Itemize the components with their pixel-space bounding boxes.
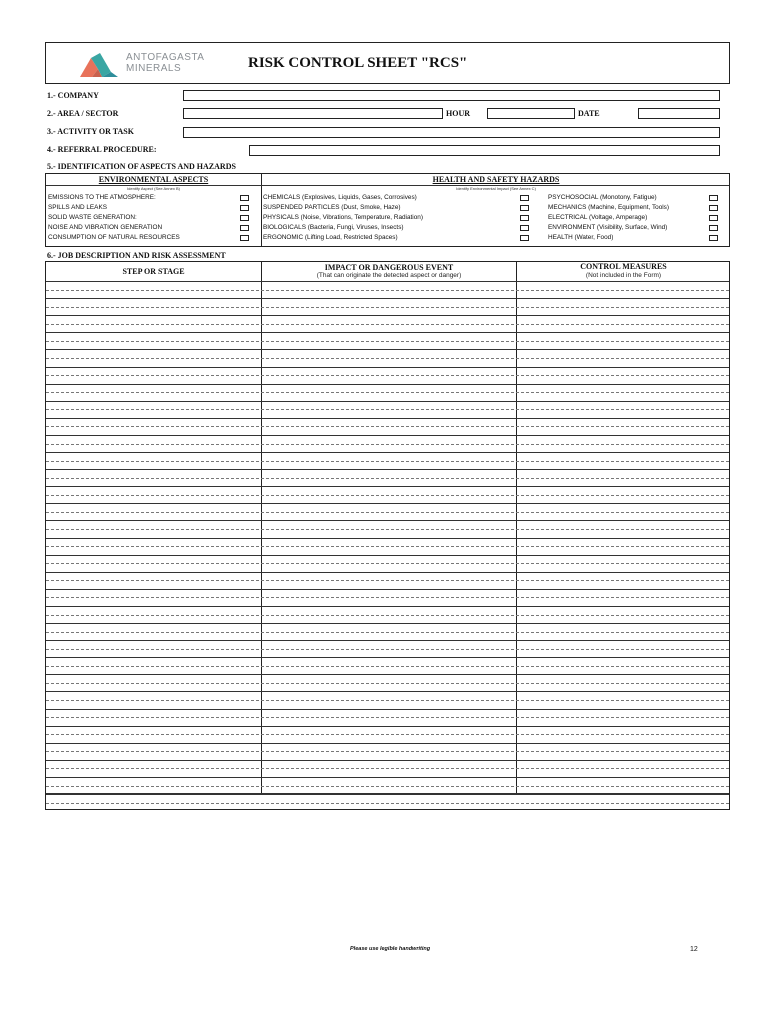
table-row-line <box>46 315 729 316</box>
table-row-line <box>46 580 729 581</box>
table-row-line <box>46 426 729 427</box>
table-row-line <box>46 384 729 385</box>
table-row-line <box>46 435 729 436</box>
table-row-line <box>46 367 729 368</box>
table-row-line <box>46 290 729 291</box>
referral-label: 4.- REFERRAL PROCEDURE: <box>47 145 157 154</box>
table-row-line <box>46 546 729 547</box>
referral-field[interactable] <box>249 145 720 156</box>
hour-label: HOUR <box>446 109 470 118</box>
hs-hazards-subheader: Identify Environmental Impact (See Annex C) <box>456 186 536 191</box>
table-row-line <box>46 418 729 419</box>
hs-physicals-checkbox[interactable] <box>520 215 529 221</box>
aspects-hazards-box <box>45 173 730 247</box>
hs-mechanics-checkbox[interactable] <box>709 205 718 211</box>
table-row-line <box>46 486 729 487</box>
table-row-line <box>46 520 729 521</box>
table-row-line <box>46 597 729 598</box>
table-row-line <box>46 452 729 453</box>
table-row-line <box>46 401 729 402</box>
col-impact-header: IMPACT OR DANGEROUS EVENT <box>324 263 454 272</box>
hs-environment-checkbox[interactable] <box>709 225 718 231</box>
table-row-line <box>46 281 729 282</box>
table-bottom-line <box>46 793 729 794</box>
table-row-line <box>46 691 729 692</box>
table-row-line <box>46 298 729 299</box>
area-label: 2.- AREA / SECTOR <box>47 109 119 118</box>
table-row-line <box>46 683 729 684</box>
env-aspects-header: ENVIRONMENTAL ASPECTS <box>98 175 209 184</box>
hs-electrical-checkbox[interactable] <box>709 215 718 221</box>
table-row-line <box>46 640 729 641</box>
env-noise-checkbox[interactable] <box>240 225 249 231</box>
table-row-line <box>46 743 729 744</box>
table-row-line <box>46 409 729 410</box>
company-label: 1.- COMPANY <box>47 91 99 100</box>
col-impact-subheader: (That can originate the detected aspect or danger) <box>316 272 462 279</box>
hs-item-environment: ENVIRONMENT (Visibility, Surface, Wind) <box>548 224 668 231</box>
hs-item-biologicals: BIOLOGICALS (Bacteria, Fungi, Viruses, Insects) <box>263 224 404 231</box>
table-row-line <box>46 461 729 462</box>
table-row-line <box>46 709 729 710</box>
table-row-line <box>46 760 729 761</box>
table-row-line <box>46 589 729 590</box>
table-row-line <box>46 777 729 778</box>
table-row-line <box>46 700 729 701</box>
table-row-line <box>46 538 729 539</box>
hs-item-psychosocial: PSYCHOSOCIAL (Monotony, Fatigue) <box>548 194 657 201</box>
table-row-line <box>46 307 729 308</box>
hs-item-physicals: PHYSICALS (Noise, Vibrations, Temperature, Radiation) <box>263 214 423 221</box>
table-row-line <box>46 717 729 718</box>
env-solid-waste-checkbox[interactable] <box>240 215 249 221</box>
table-row-line <box>46 803 729 804</box>
table-row-line <box>46 734 729 735</box>
table-row-line <box>46 768 729 769</box>
date-field[interactable] <box>638 108 720 119</box>
table-row-line <box>46 674 729 675</box>
area-field[interactable] <box>183 108 443 119</box>
company-field[interactable] <box>183 90 720 101</box>
table-row-line <box>46 332 729 333</box>
hs-item-electrical: ELECTRICAL (Voltage, Amperage) <box>548 214 648 221</box>
table-row-line <box>46 615 729 616</box>
hs-item-health: HEALTH (Water, Food) <box>548 234 614 241</box>
logo-line-1: ANTOFAGASTA <box>126 52 205 63</box>
table-row-line <box>46 632 729 633</box>
logo-text <box>126 52 204 74</box>
table-row-line <box>46 794 729 795</box>
table-row-line <box>46 529 729 530</box>
table-row-line <box>46 623 729 624</box>
table-row-line <box>46 375 729 376</box>
env-item-noise: NOISE AND VIBRATION GENERATION <box>48 224 163 231</box>
env-item-resources: CONSUMPTION OF NATURAL RESOURCES <box>48 234 180 241</box>
env-item-spills: SPILLS AND LEAKS <box>48 204 107 211</box>
table-row-line <box>46 341 729 342</box>
hs-hazards-header: HEALTH AND SAFETY HAZARDS <box>432 175 560 184</box>
table-row-line <box>46 649 729 650</box>
col-control-header: CONTROL MEASURES <box>580 262 667 271</box>
table-row-line <box>46 606 729 607</box>
page-title: RISK CONTROL SHEET "RCS" <box>248 55 468 71</box>
logo-line-2: MINERALS <box>126 63 182 74</box>
table-row-line <box>46 324 729 325</box>
table-row-line <box>46 478 729 479</box>
hs-biologicals-checkbox[interactable] <box>520 225 529 231</box>
table-row-line <box>46 657 729 658</box>
hs-item-particles: SUSPENDED PARTICLES (Dust, Smoke, Haze) <box>263 204 401 211</box>
table-row-line <box>46 503 729 504</box>
hs-item-chemicals: CHEMICALS (Explosives, Liquids, Gases, Corrosives) <box>263 194 417 201</box>
hs-chemicals-checkbox[interactable] <box>520 195 529 201</box>
hs-item-mechanics: MECHANICS (Machine, Equipment, Tools) <box>548 204 669 211</box>
table-row-line <box>46 726 729 727</box>
table-row-line <box>46 512 729 513</box>
table-row-line <box>46 786 729 787</box>
table-row-line <box>46 751 729 752</box>
env-item-solid-waste: SOLID WASTE GENERATION: <box>48 214 137 221</box>
table-row-line <box>46 392 729 393</box>
activity-field[interactable] <box>183 127 720 138</box>
col-step-header: STEP OR STAGE <box>122 267 185 276</box>
hs-ergonomic-checkbox[interactable] <box>520 235 529 241</box>
hs-health-checkbox[interactable] <box>709 235 718 241</box>
hs-item-ergonomic: ERGONOMIC (Lifting Load, Restricted Spaces) <box>263 234 398 241</box>
table-row-line <box>46 555 729 556</box>
table-row-line <box>46 349 729 350</box>
date-label: DATE <box>578 109 600 118</box>
table-row-line <box>46 469 729 470</box>
env-spills-checkbox[interactable] <box>240 205 249 211</box>
page-number: 12 <box>690 946 698 953</box>
activity-label: 3.- ACTIVITY OR TASK <box>47 127 134 136</box>
env-item-emissions: EMISSIONS TO THE ATMOSPHERE: <box>48 194 156 201</box>
env-emissions-checkbox[interactable] <box>240 195 249 201</box>
env-resources-checkbox[interactable] <box>240 235 249 241</box>
section6-title: 6.- JOB DESCRIPTION AND RISK ASSESSMENT <box>47 251 226 260</box>
env-aspects-subheader: Identify Aspect (See Annex B) <box>127 186 180 191</box>
table-row-line <box>46 572 729 573</box>
hs-particles-checkbox[interactable] <box>520 205 529 211</box>
hs-psychosocial-checkbox[interactable] <box>709 195 718 201</box>
col-control-subheader: (Not included in the Form) <box>585 272 662 279</box>
table-row-line <box>46 563 729 564</box>
section5-title: 5.- IDENTIFICATION OF ASPECTS AND HAZARDS <box>47 162 236 171</box>
table-row-line <box>46 495 729 496</box>
risk-assessment-table <box>45 261 730 810</box>
table-row-line <box>46 666 729 667</box>
table-row-line <box>46 358 729 359</box>
table-row-line <box>46 444 729 445</box>
hour-field[interactable] <box>487 108 575 119</box>
footer-note: Please use legible handwriting <box>350 946 431 952</box>
